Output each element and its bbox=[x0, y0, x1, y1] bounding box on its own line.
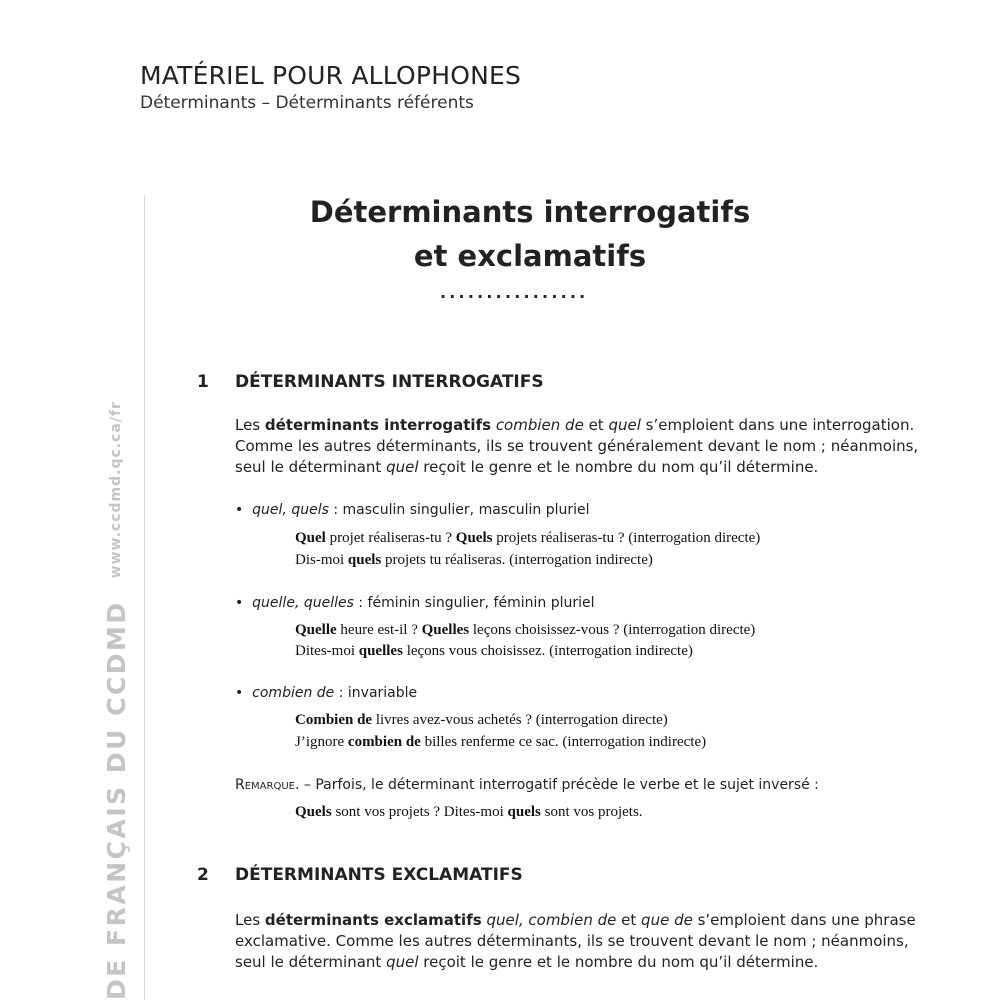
example-line bbox=[295, 802, 643, 823]
example-line bbox=[295, 732, 706, 753]
bold-term: quels bbox=[507, 804, 541, 820]
header-subtitle: Déterminants – Déterminants référents bbox=[140, 93, 474, 113]
text-run: Dis-moi bbox=[295, 552, 348, 568]
text-run: s’emploient dans une interrogation. Comme les autres déterminants, ils se trouvent généralement devant le nom ; néanmoins, seul le déterminant bbox=[235, 416, 919, 476]
text-run: et bbox=[583, 416, 609, 434]
remark-label: Remarque. bbox=[235, 777, 300, 793]
text-run: projets réaliseras-tu ? (interrogation directe) bbox=[492, 530, 761, 546]
bullet-quelle bbox=[235, 593, 595, 613]
text-run: J’ignore bbox=[295, 734, 348, 750]
bold-term: déterminants interrogatifs bbox=[264, 416, 492, 434]
text-run: et bbox=[616, 911, 642, 929]
section-2-intro bbox=[235, 910, 925, 973]
text-run: projet réaliseras-tu ? bbox=[325, 530, 456, 546]
text-run: Les bbox=[235, 911, 265, 929]
italic-term: quel, combien de bbox=[486, 911, 617, 929]
bold-term: quelles bbox=[358, 643, 403, 659]
bold-term: Quel bbox=[295, 530, 326, 546]
example-line bbox=[295, 710, 668, 731]
sidebar-publisher: DE FRANÇAIS DU CCDMD bbox=[101, 600, 131, 1000]
sidebar-branding bbox=[94, 401, 138, 1000]
text-run: livres avez-vous achetés ? (interrogation directe) bbox=[372, 712, 668, 728]
text-run: sont vos projets ? Dites-moi bbox=[331, 804, 508, 820]
title-divider: ................ bbox=[440, 283, 589, 302]
bullet-quel bbox=[235, 500, 590, 520]
example-line bbox=[295, 641, 693, 662]
bullet-mark: • bbox=[235, 502, 244, 518]
sidebar-divider bbox=[144, 195, 145, 1000]
bold-term: Quelle bbox=[295, 622, 337, 638]
bold-term: Quels bbox=[295, 804, 332, 820]
text-run: Dites-moi bbox=[295, 643, 359, 659]
italic-term: que de bbox=[641, 911, 693, 929]
section-2-heading bbox=[197, 865, 523, 885]
italic-term: combien de bbox=[495, 416, 584, 434]
bullet-combien bbox=[235, 683, 417, 703]
example-line bbox=[295, 528, 760, 549]
example-line bbox=[295, 620, 755, 641]
remark bbox=[235, 775, 819, 795]
text-run: leçons choisissez-vous ? (interrogation directe) bbox=[469, 622, 756, 638]
sidebar-url: www.ccdmd.qc.ca/fr bbox=[108, 401, 124, 579]
title-line-1: Déterminants interrogatifs bbox=[309, 195, 751, 229]
bullet-mark: • bbox=[235, 685, 244, 701]
bullet-term: quel, quels bbox=[252, 502, 329, 518]
bullet-term: quelle, quelles bbox=[252, 595, 354, 611]
section-title: DÉTERMINANTS EXCLAMATIFS bbox=[235, 865, 523, 885]
bullet-description: : invariable bbox=[334, 685, 418, 701]
text-run: leçons vous choisissez. (interrogation indirecte) bbox=[402, 643, 693, 659]
document-title bbox=[220, 190, 840, 278]
italic-term: quel bbox=[608, 416, 641, 434]
section-1-heading bbox=[197, 372, 544, 392]
bold-term: Combien de bbox=[295, 712, 373, 728]
bullet-mark: • bbox=[235, 595, 244, 611]
bullet-description: : féminin singulier, féminin pluriel bbox=[353, 595, 595, 611]
header-title: MATÉRIEL POUR ALLOPHONES bbox=[140, 61, 522, 90]
text-run: Les bbox=[235, 416, 265, 434]
text-run: reçoit le genre et le nombre du nom qu’il détermine. bbox=[418, 458, 819, 476]
text-run: heure est-il ? bbox=[336, 622, 422, 638]
bold-term: quels bbox=[347, 552, 382, 568]
bold-term: combien de bbox=[347, 734, 421, 750]
bold-term: déterminants exclamatifs bbox=[264, 911, 482, 929]
italic-term: quel bbox=[386, 953, 419, 971]
remark-text: – Parfois, le déterminant interrogatif précède le verbe et le sujet inversé : bbox=[299, 777, 819, 793]
bold-term: Quelles bbox=[421, 622, 470, 638]
text-run: billes renferme ce sac. (interrogation indirecte) bbox=[420, 734, 707, 750]
title-line-2: et exclamatifs bbox=[413, 239, 647, 273]
bullet-description: : masculin singulier, masculin pluriel bbox=[328, 502, 590, 518]
example-line bbox=[295, 550, 653, 571]
text-run: projets tu réaliseras. (interrogation indirecte) bbox=[381, 552, 653, 568]
section-number: 1 bbox=[197, 372, 209, 392]
text-run: reçoit le genre et le nombre du nom qu’il détermine. bbox=[418, 953, 819, 971]
page-header bbox=[140, 60, 521, 114]
bullet-term: combien de bbox=[252, 685, 335, 701]
section-title: DÉTERMINANTS INTERROGATIFS bbox=[235, 372, 544, 392]
text-run: s’emploient dans une phrase exclamative. Comme les autres déterminants, ils se trouvent devant le nom ; néanmoins, seul le déterminant bbox=[235, 911, 916, 971]
section-number: 2 bbox=[197, 865, 209, 885]
section-1-intro bbox=[235, 415, 925, 478]
bold-term: Quels bbox=[455, 530, 493, 546]
text-run: sont vos projets. bbox=[540, 804, 643, 820]
italic-term: quel bbox=[386, 458, 419, 476]
